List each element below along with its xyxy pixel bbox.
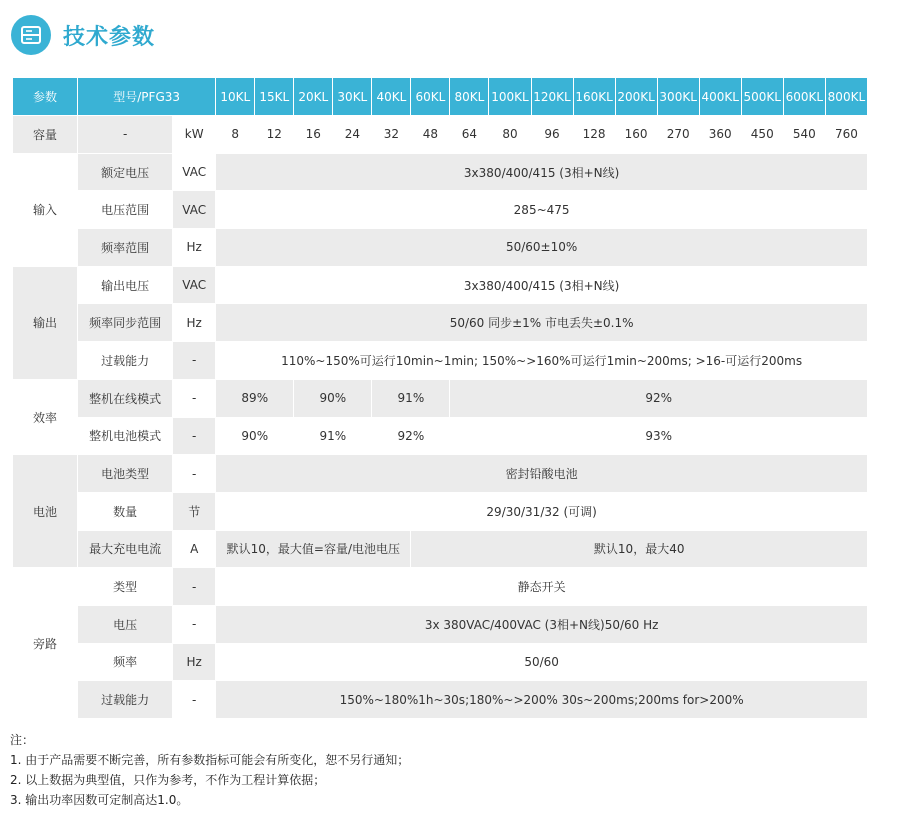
header-model-cell: 120KL (531, 78, 573, 116)
row-unit: - (173, 455, 216, 493)
header-model-cell: 40KL (372, 78, 411, 116)
row-unit: - (173, 379, 216, 417)
table-header-row (13, 78, 868, 116)
note-item: 3. 输出功率因数可定制高达1.0。 (10, 793, 189, 807)
header-model-cell: 60KL (411, 78, 450, 116)
row-unit: - (173, 568, 216, 606)
row-value: 3x380/400/415 (3相+N线) (216, 266, 868, 304)
note-item: 2. 以上数据为典型值，只作为参考，不作为工程计算依据； (10, 773, 326, 787)
capacity-value: 12 (255, 116, 294, 154)
capacity-value: 128 (573, 116, 615, 154)
capacity-value: 450 (741, 116, 783, 154)
efficiency-value: 91% (372, 379, 450, 417)
capacity-value: 160 (615, 116, 657, 154)
header-model-cell: 600KL (783, 78, 825, 116)
header-param: 参数 (13, 78, 78, 116)
row-label: 最大充电电流 (78, 530, 173, 568)
efficiency-value: 92% (450, 379, 868, 417)
table-row (13, 229, 868, 267)
row-sublabel: - (78, 116, 173, 154)
row-unit: Hz (173, 643, 216, 681)
table-row (13, 605, 868, 643)
capacity-value: 760 (825, 116, 867, 154)
row-unit: A (173, 530, 216, 568)
header-model-cell: 400KL (699, 78, 741, 116)
efficiency-value: 90% (294, 379, 372, 417)
row-unit: Hz (173, 229, 216, 267)
group-label-bypass: 旁路 (13, 568, 78, 719)
header-model-cell: 160KL (573, 78, 615, 116)
row-unit: - (173, 342, 216, 380)
efficiency-value: 91% (294, 417, 372, 455)
capacity-value: 64 (450, 116, 489, 154)
row-label: 频率范围 (78, 229, 173, 267)
header-model-cell: 800KL (825, 78, 867, 116)
table-row (13, 568, 868, 606)
table-row (13, 643, 868, 681)
capacity-value: 96 (531, 116, 573, 154)
row-label: 额定电压 (78, 153, 173, 191)
efficiency-value: 89% (216, 379, 294, 417)
row-label: 数量 (78, 492, 173, 530)
efficiency-value: 90% (216, 417, 294, 455)
server-list-icon (11, 15, 51, 55)
table-row (13, 266, 868, 304)
row-unit: 节 (173, 492, 216, 530)
row-value: 默认10，最大值=容量/电池电压 (216, 530, 411, 568)
capacity-value: 270 (657, 116, 699, 154)
row-label: 输出电压 (78, 266, 173, 304)
header-model-cell: 300KL (657, 78, 699, 116)
row-label: 类型 (78, 568, 173, 606)
efficiency-value: 93% (450, 417, 868, 455)
table-row (13, 191, 868, 229)
row-unit: - (173, 605, 216, 643)
group-label-output: 输出 (13, 266, 78, 379)
notes-title: 注： (10, 733, 35, 747)
notes (10, 730, 409, 810)
table-row (13, 530, 868, 568)
row-unit: - (173, 417, 216, 455)
row-label: 容量 (13, 116, 78, 154)
row-unit: kW (173, 116, 216, 154)
table-row (13, 417, 868, 455)
header-model-cell: 500KL (741, 78, 783, 116)
capacity-value: 32 (372, 116, 411, 154)
capacity-value: 24 (333, 116, 372, 154)
header-model-cell: 20KL (294, 78, 333, 116)
row-value: 285~475 (216, 191, 868, 229)
table-row (13, 492, 868, 530)
capacity-value: 16 (294, 116, 333, 154)
row-label: 过载能力 (78, 342, 173, 380)
row-value: 50/60 同步±1% 市电丢失±0.1% (216, 304, 868, 342)
capacity-value: 360 (699, 116, 741, 154)
spec-table (12, 77, 868, 719)
header-model: 型号/PFG33 (78, 78, 216, 116)
efficiency-value: 92% (372, 417, 450, 455)
row-label: 整机在线模式 (78, 379, 173, 417)
row-label: 电压 (78, 605, 173, 643)
header-model-cell: 80KL (450, 78, 489, 116)
row-value: 50/60±10% (216, 229, 868, 267)
row-label: 整机电池模式 (78, 417, 173, 455)
group-label-battery: 电池 (13, 455, 78, 568)
table-row (13, 681, 868, 719)
header-model-cell: 15KL (255, 78, 294, 116)
capacity-value: 48 (411, 116, 450, 154)
row-unit: Hz (173, 304, 216, 342)
capacity-value: 540 (783, 116, 825, 154)
note-item: 1. 由于产品需要不断完善，所有参数指标可能会有所变化，恕不另行通知； (10, 753, 410, 767)
table-row (13, 304, 868, 342)
row-value: 密封铅酸电池 (216, 455, 868, 493)
row-unit: - (173, 681, 216, 719)
group-label-input: 输入 (13, 153, 78, 266)
header-model-cell: 200KL (615, 78, 657, 116)
row-label: 过载能力 (78, 681, 173, 719)
row-unit: VAC (173, 266, 216, 304)
row-label: 电池类型 (78, 455, 173, 493)
capacity-value: 8 (216, 116, 255, 154)
row-value: 静态开关 (216, 568, 868, 606)
row-unit: VAC (173, 191, 216, 229)
table-row (13, 342, 868, 380)
row-value: 3x 380VAC/400VAC (3相+N线)50/60 Hz (216, 605, 868, 643)
table-row-capacity (13, 116, 868, 154)
row-value: 3x380/400/415 (3相+N线) (216, 153, 868, 191)
table-row (13, 455, 868, 493)
row-label: 频率 (78, 643, 173, 681)
row-label: 频率同步范围 (78, 304, 173, 342)
header-model-cell: 100KL (489, 78, 531, 116)
table-row (13, 153, 868, 191)
header-model-cell: 10KL (216, 78, 255, 116)
row-value: 默认10，最大40 (411, 530, 868, 568)
header-model-cell: 30KL (333, 78, 372, 116)
row-unit: VAC (173, 153, 216, 191)
row-value: 29/30/31/32 (可调) (216, 492, 868, 530)
row-value: 50/60 (216, 643, 868, 681)
group-label-efficiency: 效率 (13, 379, 78, 454)
row-value: 150%~180%1h~30s;180%~>200% 30s~200ms;200ms for>200% (216, 681, 868, 719)
page-title: 技术参数 (63, 24, 156, 50)
row-value: 110%~150%可运行10min~1min; 150%~>160%可运行1min~200ms; >16-可运行200ms (216, 342, 868, 380)
row-label: 电压范围 (78, 191, 173, 229)
section-header (11, 13, 155, 57)
capacity-value: 80 (489, 116, 531, 154)
table-row (13, 379, 868, 417)
